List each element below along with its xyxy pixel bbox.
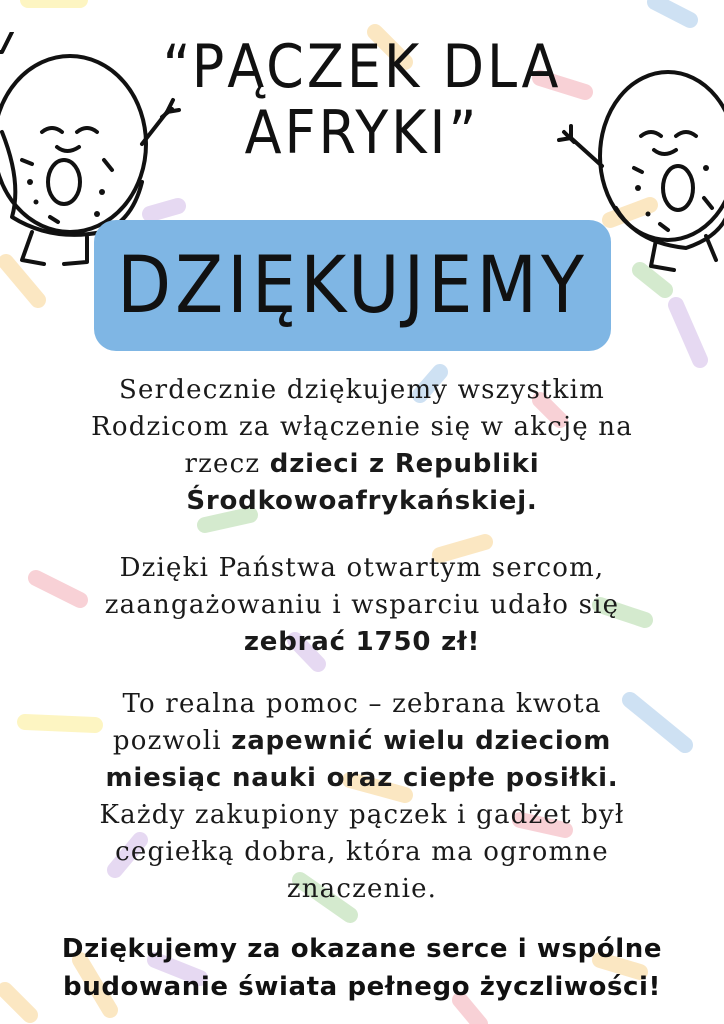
banner-text: DZIĘKUJEMY (117, 240, 588, 331)
p3-line-3 (20, 760, 704, 797)
p1-line-3 (20, 446, 704, 483)
title-line-2: AFRYKI” (244, 98, 480, 168)
poster-title (150, 34, 574, 166)
p1-line-2: Rodzicom za włączenie się w akcję na (91, 412, 633, 442)
p2-line-1: Dzięki Państwa otwartym sercom, (119, 553, 605, 583)
thank-you-banner (94, 220, 611, 351)
p1-line-3-bold: dzieci z Republiki (269, 449, 540, 479)
amount-raised: zebrać 1750 zł! (243, 627, 481, 657)
p1-line-1: Serdecznie dziękujemy wszystkim (119, 375, 605, 405)
paragraph-thanks (20, 372, 704, 520)
p3-line-1: To realna pomoc – zebrana kwota (122, 689, 602, 719)
p1-line-3-plain: rzecz (184, 449, 270, 479)
p3-line-2-plain: pozwoli (112, 726, 232, 756)
p1-line-4-bold: Środkowoafrykańskiej. (186, 486, 538, 516)
paragraph-impact (20, 686, 704, 908)
p2-line-2: zaangażowaniu i wsparciu udało się (104, 590, 620, 620)
paragraph-amount (20, 550, 704, 661)
closing-line-2: budowanie świata pełnego życzliwości! (63, 972, 661, 1002)
p3-line-2-bold: zapewnić wielu dzieciom (231, 726, 612, 756)
title-line-1: “PĄCZEK DLA (162, 32, 562, 102)
p3-line-5: cegiełką dobra, która ma ogromne (115, 837, 609, 867)
closing-line-1: Dziękujemy za okazane serce i wspólne (61, 934, 663, 964)
p3-line-4: Każdy zakupiony pączek i gadżet był (99, 800, 625, 830)
p3-line-3-bold: miesiąc nauki oraz ciepłe posiłki. (105, 763, 619, 793)
p3-line-2 (20, 723, 704, 760)
closing-message (10, 930, 714, 1006)
p1-line-4 (20, 483, 704, 520)
p2-line-3 (20, 624, 704, 661)
p3-line-6: znaczenie. (286, 874, 438, 904)
